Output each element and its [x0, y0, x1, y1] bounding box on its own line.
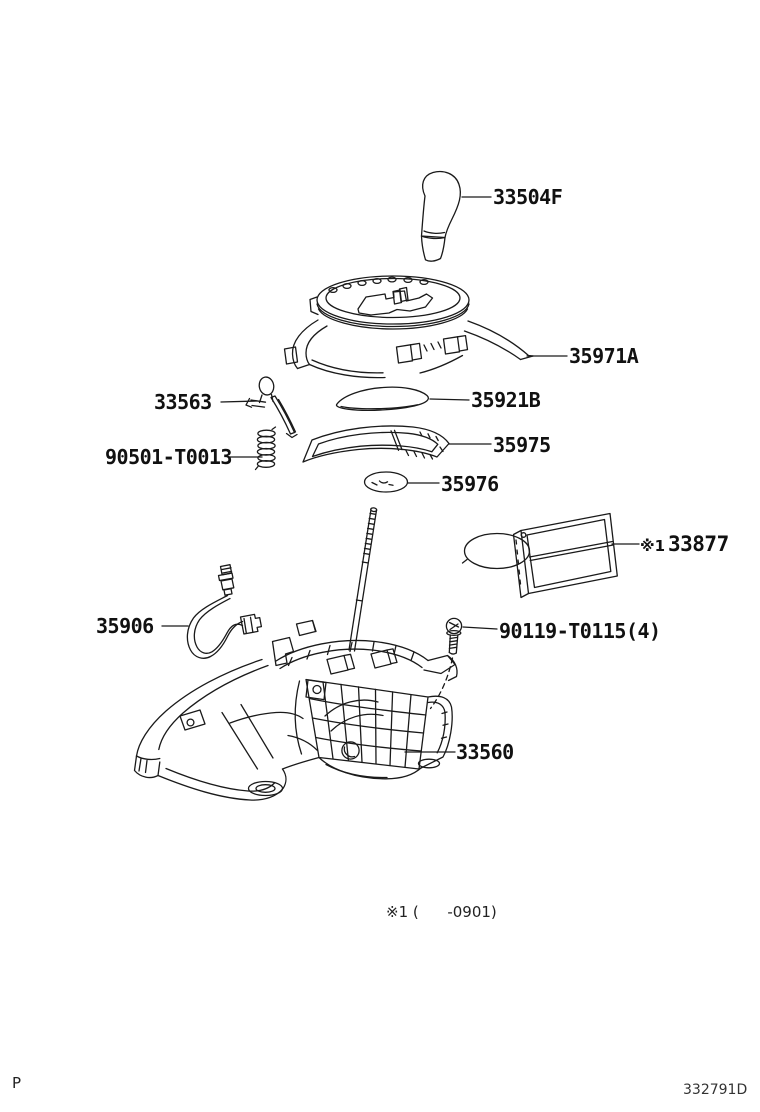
cap-drawing — [365, 472, 408, 492]
part-label-plate-ref-mark: ※1 — [640, 537, 666, 555]
wire-harness-drawing — [187, 565, 261, 659]
label-plate-drawing — [463, 514, 618, 598]
leader-screw — [463, 627, 497, 629]
part-label-knob: 33504F — [493, 185, 563, 209]
drawing-code: 332791D — [683, 1082, 748, 1098]
part-label-spring: 90501-T0013 — [105, 445, 232, 469]
part-label-indicator-panel: 35975 — [493, 433, 551, 457]
shift-assembly-body-drawing — [135, 621, 458, 801]
detent-pin-drawing — [246, 376, 297, 438]
leader-lens — [430, 399, 469, 400]
part-label-wire-harness: 35906 — [96, 614, 154, 638]
shift-knob-drawing — [422, 172, 461, 262]
applicability-footnote: ※1 ( -0901) — [386, 903, 497, 921]
part-label-lens: 35921B — [471, 388, 541, 412]
part-label-housing: 35971A — [569, 344, 639, 368]
part-label-body: 33560 — [456, 740, 514, 764]
spring-drawing — [256, 427, 276, 470]
screw-drawing — [431, 618, 462, 708]
lens-drawing — [336, 387, 428, 410]
leader-detent — [221, 401, 257, 402]
part-label-plate: 33877 — [668, 532, 729, 556]
page-letter: P — [12, 1074, 22, 1092]
part-label-screw: 90119-T0115(4) — [499, 619, 661, 643]
part-label-detent-pin: 33563 — [154, 390, 212, 414]
shift-lever-rod-drawing — [349, 508, 377, 651]
shift-housing-drawing — [285, 276, 534, 378]
part-label-cap: 35976 — [441, 472, 499, 496]
indicator-panel-drawing — [303, 426, 449, 462]
